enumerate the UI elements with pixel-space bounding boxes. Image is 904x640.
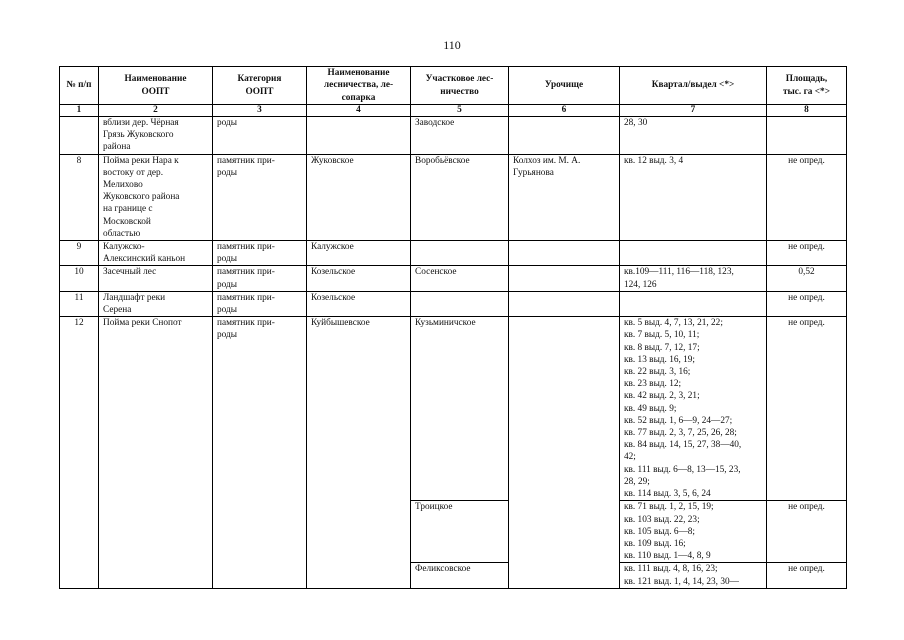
text-line: кв. 109 выд. 16; [624, 538, 686, 549]
cell-district: Воробьёвское [411, 154, 509, 240]
text-line: на границе с [103, 204, 153, 215]
text-line: востоку от дер. [103, 167, 164, 178]
column-number: 3 [213, 105, 307, 117]
text-line: Пойма реки Снопот [103, 318, 182, 329]
text-line: Площадь, [785, 74, 828, 85]
cell-quarters [620, 266, 767, 291]
table-row [60, 291, 847, 316]
cell-district: Феликсовское [411, 563, 509, 588]
text-line: кв. 105 выд. 6—8; [624, 526, 696, 537]
cell-tract [509, 241, 620, 266]
cell-area: не опред. [767, 317, 847, 501]
cell-category [213, 241, 307, 266]
text-line: Участковое лес- [425, 74, 494, 85]
text-line: кв. 13 выд. 16, 19; [624, 354, 696, 365]
text-line: ООПТ [141, 86, 170, 97]
cell-district: Заводское [411, 117, 509, 155]
text-line: кв. 5 выд. 4, 7, 13, 21, 22; [624, 318, 723, 329]
text-line: Категория [237, 74, 282, 85]
cell-name [99, 291, 213, 316]
text-line: Серена [103, 305, 132, 316]
cell-num: 9 [60, 241, 99, 266]
column-number: 1 [60, 105, 99, 117]
header-num [60, 67, 99, 105]
cell-forestry [307, 117, 411, 155]
table-row [60, 266, 847, 291]
cell-district: Сосенское [411, 266, 509, 291]
cell-district: Троицкое [411, 501, 509, 563]
cell-tract [509, 291, 620, 316]
cell-name [99, 154, 213, 240]
cell-forestry: Куйбышевское [307, 317, 411, 588]
text-line: Пойма реки Нара к [103, 155, 179, 166]
text-line: областью [103, 228, 141, 239]
cell-num [60, 117, 99, 155]
text-line: Мелихово [103, 180, 143, 191]
cell-num: 8 [60, 154, 99, 240]
text-line: 124, 126 [624, 279, 657, 290]
text-line: Грязь Жуковского [103, 130, 174, 141]
cell-num: 10 [60, 266, 99, 291]
header-row [60, 67, 847, 105]
text-line: кв. 23 выд. 12; [624, 379, 682, 390]
cell-name [99, 317, 213, 588]
cell-tract [509, 117, 620, 155]
header-district [411, 67, 509, 105]
text-line: роды [217, 254, 238, 265]
text-line: памятник при- [217, 292, 275, 303]
cell-category [213, 154, 307, 240]
text-line: кв. 7 выд. 5, 10, 11; [624, 330, 700, 341]
text-line: лесничества, ле- [323, 80, 394, 91]
cell-tract [509, 154, 620, 240]
cell-area: не опред. [767, 501, 847, 563]
page-number: 110 [443, 38, 461, 52]
table-row-continuation [60, 117, 847, 155]
cell-area: 0,52 [767, 266, 847, 291]
text-line: Ландшафт реки [103, 292, 166, 303]
table-row [60, 317, 847, 501]
text-line: кв. 110 выд. 1—4, 8, 9 [624, 551, 711, 562]
text-line: ничество [440, 86, 479, 97]
cell-tract [509, 317, 620, 588]
text-line: памятник при- [217, 267, 275, 278]
cell-quarters [620, 563, 767, 588]
text-line: района [103, 142, 131, 153]
text-line: роды [217, 305, 238, 316]
text-line: памятник при- [217, 155, 275, 166]
cell-forestry: Козельское [307, 266, 411, 291]
cell-forestry: Калужское [307, 241, 411, 266]
cell-quarters [620, 154, 767, 240]
text-line: кв. 111 выд. 4, 8, 16, 23; [624, 564, 718, 575]
text-line: кв. 22 выд. 3, 16; [624, 367, 691, 378]
text-line: роды [217, 279, 238, 290]
cell-area: не опред. [767, 241, 847, 266]
text-line: кв. 77 выд. 2, 3, 7, 25, 26, 28; [624, 428, 737, 439]
text-line: Наименование [124, 74, 187, 85]
text-line: кв. 8 выд. 7, 12, 17; [624, 342, 700, 353]
oopt-table [59, 66, 847, 589]
cell-num: 11 [60, 291, 99, 316]
cell-quarters [620, 501, 767, 563]
cell-district: Кузьминичское [411, 317, 509, 501]
cell-quarters [620, 291, 767, 316]
column-number: 4 [307, 105, 411, 117]
column-number-row [60, 105, 847, 117]
cell-district [411, 291, 509, 316]
text-line: Засечный лес [103, 267, 157, 278]
text-line: кв.109—111, 116—118, 123, [624, 267, 734, 278]
header-tract [509, 67, 620, 105]
text-line: роды [217, 330, 238, 341]
text-line: Наименование [327, 68, 390, 79]
text-line: кв. 12 выд. 3, 4 [624, 155, 684, 166]
column-number: 2 [99, 105, 213, 117]
cell-quarters [620, 117, 767, 155]
header-name [99, 67, 213, 105]
header-category [213, 67, 307, 105]
text-line: тыс. га <*> [782, 86, 831, 97]
cell-forestry: Козельское [307, 291, 411, 316]
text-line: 28, 29; [624, 476, 650, 487]
header-forestry [307, 67, 411, 105]
cell-name [99, 266, 213, 291]
cell-num: 12 [60, 317, 99, 588]
column-number: 7 [620, 105, 767, 117]
text-line: Колхоз им. М. А. [513, 155, 581, 166]
column-number: 6 [509, 105, 620, 117]
cell-district [411, 241, 509, 266]
text-line: Жуковского района [103, 192, 180, 203]
text-line: 42; [624, 452, 636, 463]
text-line: Гурьянова [513, 167, 554, 178]
table-row [60, 154, 847, 240]
text-line: 28, 30 [624, 118, 648, 128]
column-number: 8 [767, 105, 847, 117]
cell-quarters [620, 241, 767, 266]
text-line: кв. 49 выд. 9; [624, 403, 677, 414]
cell-name [99, 117, 213, 155]
table-row [60, 241, 847, 266]
cell-quarters [620, 317, 767, 501]
cell-category [213, 317, 307, 588]
cell-category [213, 291, 307, 316]
column-number: 5 [411, 105, 509, 117]
text-line: Урочище [544, 80, 584, 91]
header-quarters [620, 67, 767, 105]
text-line: Калужско- [103, 242, 145, 253]
text-line: кв. 103 выд. 22, 23; [624, 514, 700, 525]
text-line: ООПТ [245, 86, 274, 97]
text-line: Московской [103, 216, 151, 227]
text-line: кв. 121 выд. 1, 4, 14, 23, 30— [624, 576, 739, 587]
cell-area: не опред. [767, 563, 847, 588]
text-line: кв. 71 выд. 1, 2, 15, 19; [624, 502, 714, 513]
cell-area [767, 117, 847, 155]
cell-forestry: Жуковское [307, 154, 411, 240]
cell-area: не опред. [767, 154, 847, 240]
header-area [767, 67, 847, 105]
text-line: роды [217, 167, 238, 178]
cell-name [99, 241, 213, 266]
text-line: памятник при- [217, 242, 275, 253]
cell-category [213, 117, 307, 155]
text-line: кв. 52 выд. 1, 6—9, 24—27; [624, 415, 733, 426]
text-line: Квартал/выдел <*> [651, 80, 735, 91]
text-line: Алексинский каньон [103, 254, 186, 265]
text-line: памятник при- [217, 318, 275, 329]
text-line: вблизи дер. Чёрная [103, 118, 179, 128]
text-line: кв. 84 выд. 14, 15, 27, 38—40, [624, 440, 742, 451]
text-line: кв. 114 выд. 3, 5, 6, 24 [624, 489, 711, 500]
text-line: кв. 111 выд. 6—8, 13—15, 23, [624, 464, 741, 475]
cell-area: не опред. [767, 291, 847, 316]
text-line: сопарка [341, 92, 376, 103]
text-line: кв. 42 выд. 2, 3, 21; [624, 391, 700, 402]
cell-category [213, 266, 307, 291]
cell-tract [509, 266, 620, 291]
text-line: роды [217, 118, 238, 128]
text-line: № п/п [66, 80, 92, 91]
